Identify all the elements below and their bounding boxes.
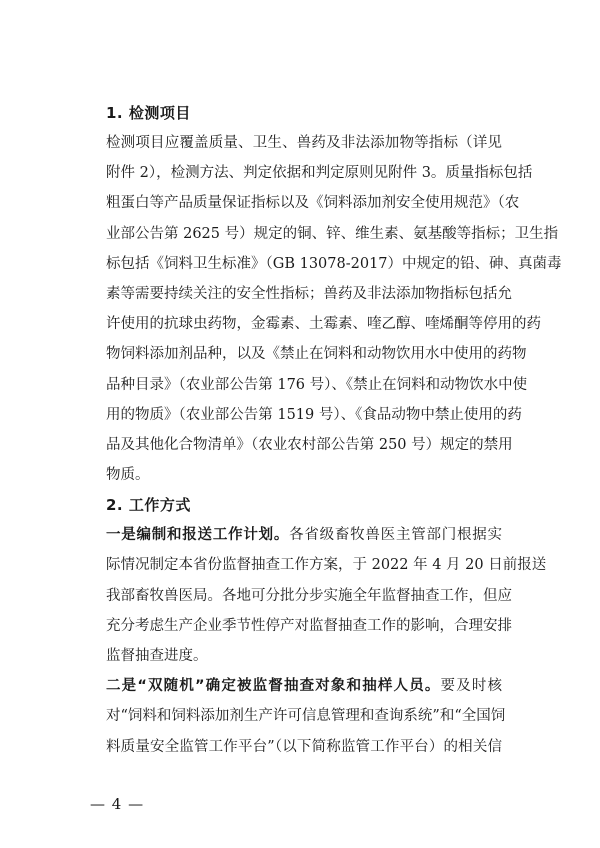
paragraph-line: 物质。	[106, 467, 150, 484]
page-number: — 4 —	[90, 795, 145, 813]
paragraph-line	[106, 671, 502, 701]
paragraph-line: 检测项目应覆盖质量、卫生、兽药及非法添加物等指标（详见	[106, 135, 502, 151]
paragraph-line: 业部公告第 2625 号）规定的铜、锌、维生素、氨基酸等指标；卫生指	[106, 225, 559, 242]
paragraph-line: 品及其他化合物清单》（农业农村部公告第 250 号）规定的禁用	[106, 436, 513, 453]
paragraph-line: 附件 2），检测方法、判定依据和判定原则见附件 3。质量指标包括	[106, 165, 533, 182]
item-1-lead: 一是编制和报送工作计划。	[106, 527, 290, 544]
item-2-first-rest: 要及时核	[440, 678, 503, 695]
section-2-item-2-paragraph	[106, 671, 506, 762]
paragraph-line: 标包括《饲料卫生标准》（GB 13078-2017）中规定的铅、砷、真菌毒	[106, 255, 562, 272]
item-1-first-rest: 各省级畜牧兽医主管部门根据实	[289, 527, 503, 544]
paragraph-line: 际情况制定本省份监督抽查工作方案，于 2022 年 4 月 20 日前报送	[106, 557, 547, 574]
paragraph-line	[106, 520, 502, 550]
paragraph-line: 对“饲料和饲料添加剂生产许可信息管理和查询系统”和“全国饲	[106, 708, 506, 725]
section-1-paragraph	[106, 128, 562, 490]
paragraph-line: 粗蛋白等产品质量保证指标以及《饲料添加剂安全使用规范》（农	[106, 195, 520, 212]
section-2-item-1-paragraph	[106, 520, 547, 671]
paragraph-line: 品种目录》（农业部公告第 176 号）、《禁止在饲料和动物饮水中使	[106, 376, 528, 393]
document-body	[106, 98, 562, 762]
paragraph-line: 许使用的抗球虫药物，金霉素、土霉素、喹乙醇、喹烯酮等停用的药	[106, 316, 541, 333]
paragraph-line: 物饲料添加剂品种，以及《禁止在饲料和动物饮用水中使用的药物	[106, 346, 527, 363]
paragraph-line: 监督抽查进度。	[106, 648, 208, 664]
paragraph-line: 充分考虑生产企业季节性停产对监督抽查工作的影响，合理安排	[106, 617, 512, 634]
section-1-heading: 1. 检测项目	[106, 104, 191, 122]
paragraph-line: 料质量安全监管工作平台”（以下简称监管工作平台）的相关信	[106, 738, 502, 755]
paragraph-line: 我部畜牧兽医局。各地可分批分步实施全年监督抽查工作，但应	[106, 587, 512, 604]
paragraph-line: 素等需要持续关注的安全性指标；兽药及非法添加物指标包括允	[106, 285, 512, 302]
paragraph-line: 用的物质》（农业部公告第 1519 号）、《食品动物中禁止使用的药	[106, 406, 522, 423]
item-2-lead: 二是“双随机”确定被监督抽查对象和抽样人员。	[106, 678, 441, 695]
section-2-heading: 2. 工作方式	[106, 496, 191, 515]
